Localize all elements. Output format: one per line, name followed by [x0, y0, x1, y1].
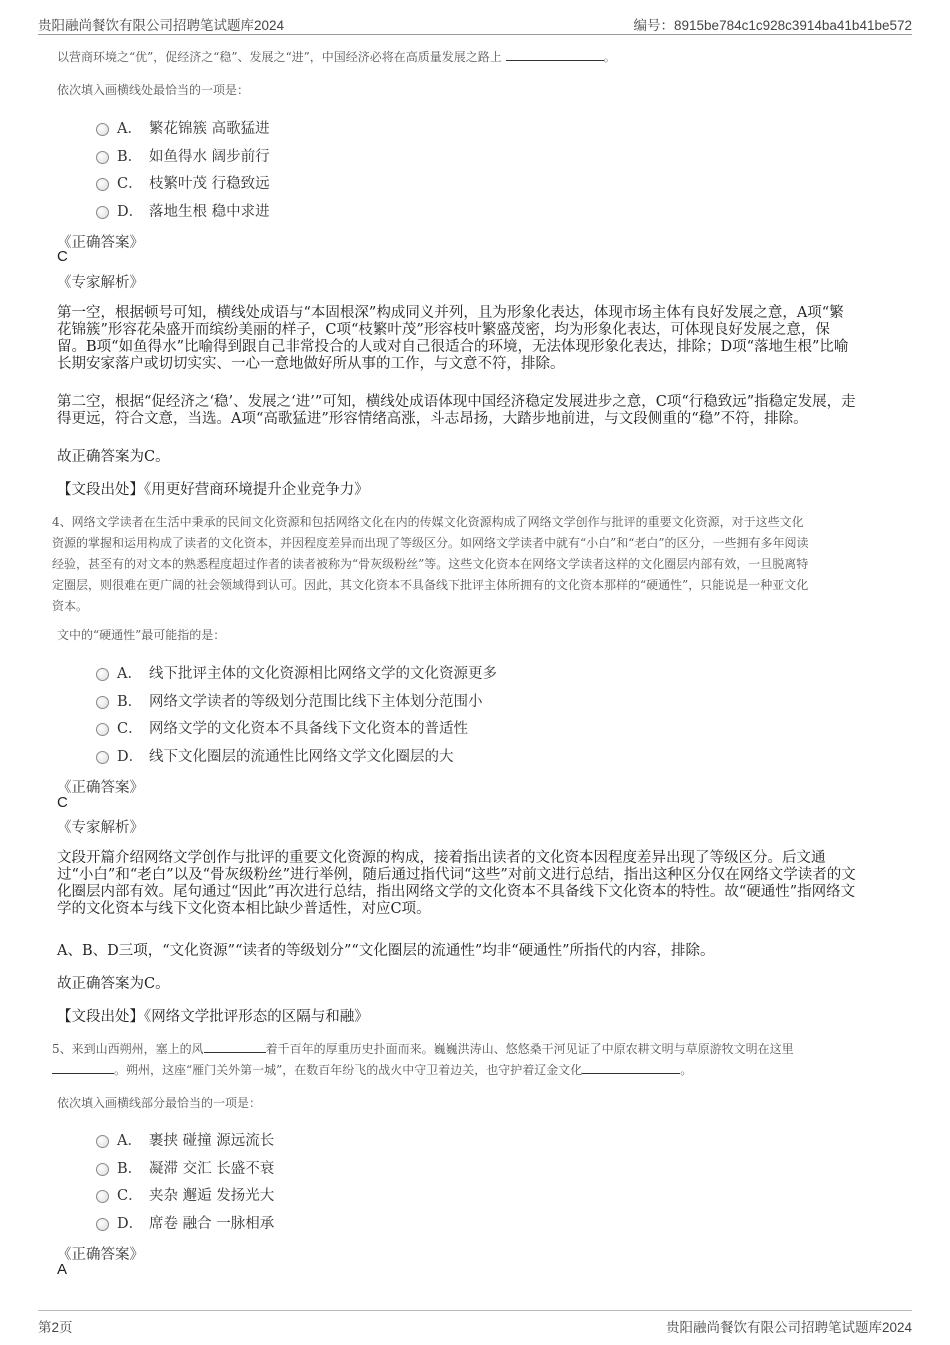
header-code-label: 编号：: [633, 18, 675, 33]
q3-stem-after: 。: [603, 50, 616, 64]
q3-prompt: 依次填入画横线处最恰当的一项是：: [57, 83, 250, 97]
q4-analysis-paragraph-2: A、B、D三项，“文化资源”“读者的等级划分”“文化圈层的流通性”均非“硬通性”所指代的内容，排除。: [57, 943, 715, 959]
q3-source: 【文段出处】《用更好营商环境提升企业竞争力》: [57, 482, 369, 498]
radio-icon[interactable]: [96, 1163, 109, 1176]
radio-icon[interactable]: [96, 123, 109, 136]
q5-stem-line-1: 5、来到山西朔州，塞上的风 着千百年的厚重历史扑面而来。巍巍洪涛山、悠悠桑干河见证了中原农耕文明与草原游牧文明在这里: [52, 1042, 794, 1056]
q5-answer: A: [57, 1261, 68, 1278]
q5-blank-1: [204, 1041, 266, 1053]
footer-page-number: 第2页: [38, 1320, 73, 1335]
radio-icon[interactable]: [96, 723, 109, 736]
q5-blank-3: [582, 1062, 680, 1074]
footer-company: 贵阳融尚餐饮有限公司招聘笔试题库2024: [665, 1320, 912, 1335]
radio-icon[interactable]: [96, 1135, 109, 1148]
q3-stem-before: 以营商环境之“优”，促经济之“稳”、发展之“进”，中国经济必将在高质量发展之路上: [57, 50, 502, 64]
q3-analysis-label: 《专家解析》: [57, 275, 144, 291]
q3-answer: C: [57, 248, 68, 265]
q4-conclusion: 故正确答案为C。: [57, 976, 170, 992]
q5-stem: [52, 1039, 902, 1081]
q3-analysis-paragraph-1: 第一空，根据顿号可知，横线处成语与“本固根深”构成同义并列，且为形象化表达，体现市场主体有良好发展之意，A项“繁 花锦簇”形容花朵盛开而缤纷美丽的样子，C项“枝繁叶茂”形容枝叶繁盛茂密，均为形象化表达，可体现良好发展之意，保 留。B项“如鱼得水”比喻得到跟自己非常投合的人或对自己很适合的环境，无法体现形象化表达，排除；D项“落地生根”比喻 长期安家落户或切切实实、一心一意地做好所从事的工作，与文意不符，排除。: [57, 305, 849, 372]
q3-analysis-paragraph-2: 第二空，根据“促经济之‘稳’、发展之‘进’”可知，横线处成语体现中国经济稳定发展进步之意，C项“行稳致远”指稳定发展，走 得更远，符合文意，当选。A项“高歌猛进”形容情绪高涨，斗志昂扬，大踏步地前进，与文段侧重的“稳”不符，排除。: [57, 394, 856, 427]
q5-blank-2: [52, 1062, 114, 1074]
q3-answer-label: 《正确答案》: [57, 235, 144, 251]
radio-icon[interactable]: [96, 1190, 109, 1203]
radio-icon[interactable]: [96, 151, 109, 164]
q4-analysis-paragraph-1: 文段开篇介绍网络文学创作与批评的重要文化资源的构成，接着指出读者的文化资本因程度差异出现了等级区分。后文通 过“小白”和“老白”以及“骨灰级粉丝”进行举例，随后通过指代词“这些”对前文进行总结，指出这种区分仅在网络文学读者的文 化圈层内部有效。尾句通过“因此”再次进行总结，指出网络文学的文化资本不具备线下文化资本的特性。故“硬通性”指网络文 学的文化资本与线下文化资本相比缺少普适性，对应C项。: [57, 850, 856, 917]
q5-option-c[interactable]: C． 夹杂 邂逅 发扬光大: [96, 1183, 274, 1205]
q5-answer-label: 《正确答案》: [57, 1247, 144, 1263]
q4-stem: 4、网络文学读者在生活中秉承的民间文化资源和包括网络文化在内的传媒文化资源构成了网络文学创作与批评的重要文化资源，对于这些文化 资源的掌握和运用构成了读者的文化资本，并因程度差异而出现了等级区分。如网络文学读者中就有“小白”和“老白”的区分，一些拥有多年阅读 经验，甚至有的对文本的熟悉程度超过作者的读者被称为“骨灰级粉丝”等。这些文化资本在网络文学读者这样的文化圈层内部有效，一旦脱离特 定圈层，则很难在更广阔的社会领域得到认可。因此，其文化资本不具备线下批评主体所拥有的文化资本那样的“硬通性”，只能说是一种亚文化 资本。: [52, 515, 809, 613]
radio-icon[interactable]: [96, 696, 109, 709]
page-footer: [38, 1310, 912, 1336]
q3-option-b[interactable]: B． 如鱼得水 阔步前行: [96, 144, 270, 166]
q4-answer: C: [57, 794, 68, 811]
q4-prompt: 文中的“硬通性”最可能指的是：: [57, 628, 226, 642]
header-code-value: 8915be784c1c928c3914ba41b41be572: [674, 18, 912, 33]
radio-icon[interactable]: [96, 751, 109, 764]
q4-option-b[interactable]: B． 网络文学读者的等级划分范围比线下主体划分范围小: [96, 689, 483, 711]
q5-stem-line-2: 。朔州，这座“雁门关外第一城”，在数百年纷飞的战火中守卫着边关，也守护着辽金文化 。: [52, 1060, 902, 1081]
q3-conclusion: 故正确答案为C。: [57, 449, 170, 465]
q3-stem: [57, 47, 616, 68]
q4-option-d[interactable]: D． 线下文化圈层的流通性比网络文学文化圈层的大: [96, 744, 454, 766]
q4-option-c[interactable]: C． 网络文学的文化资本不具备线下文化资本的普适性: [96, 716, 468, 738]
radio-icon[interactable]: [96, 1218, 109, 1231]
q5-option-b[interactable]: B． 凝滞 交汇 长盛不衰: [96, 1156, 274, 1178]
q4-source: 【文段出处】《网络文学批评形态的区隔与和融》: [57, 1009, 369, 1025]
q4-analysis-label: 《专家解析》: [57, 820, 144, 836]
q5-prompt: 依次填入画横线部分最恰当的一项是：: [57, 1096, 262, 1110]
q3-option-d[interactable]: D． 落地生根 稳中求进: [96, 199, 270, 221]
q4-option-a[interactable]: A． 线下批评主体的文化资源相比网络文学的文化资源更多: [96, 661, 497, 683]
page-header: [38, 13, 912, 35]
q5-option-d[interactable]: D． 席卷 融合 一脉相承: [96, 1211, 274, 1233]
radio-icon[interactable]: [96, 668, 109, 681]
radio-icon[interactable]: [96, 206, 109, 219]
radio-icon[interactable]: [96, 178, 109, 191]
q3-blank: [506, 49, 604, 61]
q3-option-c[interactable]: C． 枝繁叶茂 行稳致远: [96, 171, 270, 193]
header-company: 贵阳融尚餐饮有限公司招聘笔试题库2024: [38, 18, 285, 33]
q3-option-a[interactable]: A． 繁花锦簇 高歌猛进: [96, 116, 270, 138]
q5-option-a[interactable]: A． 裹挟 碰撞 源远流长: [96, 1128, 274, 1150]
header-code: [634, 14, 912, 34]
q4-answer-label: 《正确答案》: [57, 780, 144, 796]
